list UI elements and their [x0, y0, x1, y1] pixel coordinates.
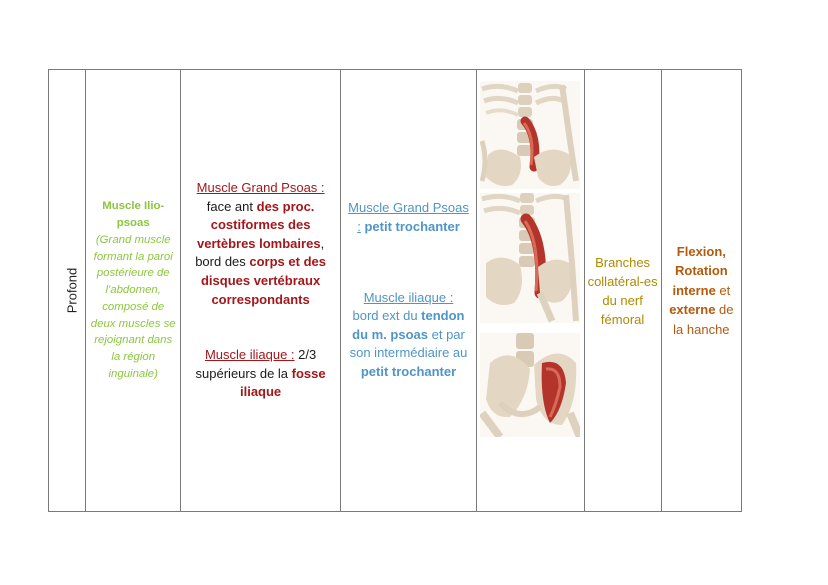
action-text-1: et — [715, 282, 731, 298]
termination-block — [341, 199, 476, 381]
muscle-description: (Grand muscle formant la paroi postérieure de l'abdomen, composé de deux muscles se rejoignant dans la région inguinale) — [90, 233, 176, 381]
region-cell — [49, 70, 86, 512]
termination-psoas-label: Muscle Grand Psoas : — [348, 200, 469, 235]
action-bold-1: Flexion, Rotation interne — [672, 243, 728, 298]
origin-psoas-bold-1: des proc. costiformes des vertèbres lombaires — [196, 198, 321, 251]
termination-iliac-bold-1: tendon du m. psoas — [352, 308, 465, 342]
origin-psoas-text-2: , bord des — [195, 235, 325, 270]
origin-block — [181, 179, 339, 402]
muscle-table — [48, 69, 742, 512]
termination-iliac-text-2: et par son intermédiaire au — [349, 326, 468, 361]
region-label: Profond — [64, 267, 80, 313]
origin-psoas-label: Muscle Grand Psoas : — [196, 180, 325, 196]
termination-iliac-bold-2: petit trochanter — [360, 363, 457, 379]
table-row — [49, 70, 742, 512]
nerve-text: Branches collatéral-es du nerf fémoral — [587, 254, 658, 327]
termination-iliac — [345, 289, 472, 382]
muscle-name-cell — [86, 70, 181, 512]
action-text-2: de la hanche — [673, 302, 734, 337]
origin-psoas-bold-2: corps et des disques vertébraux correspondants — [200, 254, 326, 307]
origin-cell — [181, 70, 340, 512]
termination-iliac-text-1: bord ext du — [352, 308, 422, 324]
origin-iliac — [185, 346, 335, 402]
image-stack — [477, 70, 583, 511]
action-bold-2: externe — [669, 302, 716, 318]
nerve-cell — [584, 70, 661, 512]
image-cell — [477, 70, 584, 512]
psoas-closeup-view — [480, 193, 580, 323]
iliacus-pelvis-view — [480, 333, 580, 437]
muscle-title: Muscle Ilio-psoas — [102, 200, 165, 229]
termination-psoas-bold-1: petit trochanter — [364, 219, 460, 235]
psoas-front-view — [480, 81, 580, 189]
muscle-name-block — [86, 198, 180, 383]
termination-iliac-label: Muscle iliaque : — [363, 289, 454, 305]
origin-iliac-bold-1: fosse iliaque — [239, 365, 326, 400]
origin-psoas — [185, 179, 335, 309]
origin-iliac-label: Muscle iliaque : — [204, 347, 295, 363]
origin-iliac-text-1: 2/3 supérieurs de la — [195, 347, 317, 381]
termination-cell — [340, 70, 476, 512]
action-cell — [661, 70, 741, 512]
termination-psoas — [345, 199, 472, 236]
action-block — [662, 242, 741, 340]
origin-psoas-text-1: face ant — [206, 198, 257, 214]
